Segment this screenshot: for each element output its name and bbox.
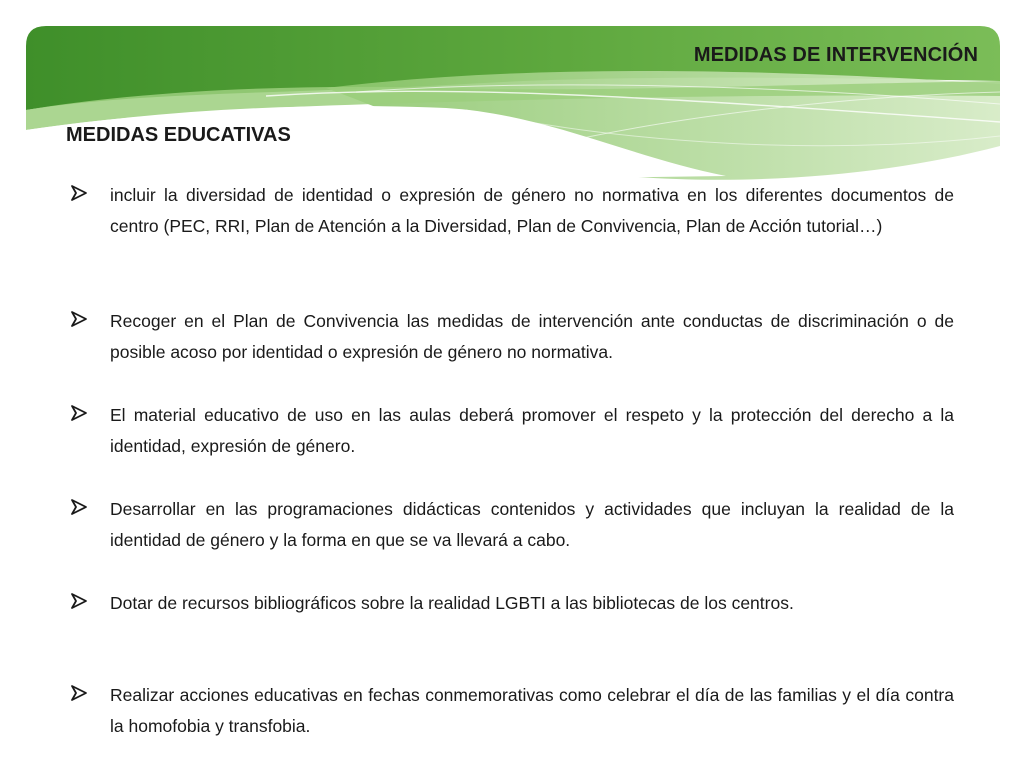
arrow-bullet-icon — [70, 400, 110, 422]
bullet-text: Dotar de recursos bibliográficos sobre la realidad LGBTI a las bibliotecas de los centros. — [110, 593, 794, 613]
list-item — [70, 494, 954, 556]
arrow-bullet-icon — [70, 306, 110, 328]
list-item — [70, 306, 954, 368]
slide-title: MEDIDAS DE INTERVENCIÓN — [693, 44, 978, 66]
bullet-text: Desarrollar en las programaciones didácticas contenidos y actividades que incluyan la realidad de la identidad de género y la forma en que se va llevará a cabo. — [110, 499, 954, 550]
list-item — [70, 588, 954, 619]
section-title: MEDIDAS EDUCATIVAS — [66, 124, 291, 146]
bullet-text: El material educativo de uso en las aulas deberá promover el respeto y la protección del derecho a la identidad, expresión de género. — [110, 405, 954, 456]
arrow-bullet-icon — [70, 494, 110, 516]
arrow-bullet-icon — [70, 588, 110, 610]
bullet-text: Realizar acciones educativas en fechas conmemorativas como celebrar el día de las familias y el día contra la homofobia y transfobia. — [110, 685, 954, 736]
bullet-text: incluir la diversidad de identidad o expresión de género no normativa en los diferentes documentos de centro (PEC, RRI, Plan de Atención a la Diversidad, Plan de Convivencia, Plan de Acción tutorial…) — [110, 185, 954, 236]
list-item — [70, 680, 954, 742]
arrow-bullet-icon — [70, 680, 110, 702]
list-item — [70, 400, 954, 462]
bullet-text: Recoger en el Plan de Convivencia las medidas de intervención ante conductas de discriminación o de posible acoso por identidad o expresión de género no normativa. — [110, 311, 954, 362]
list-item — [70, 180, 954, 242]
arrow-bullet-icon — [70, 180, 110, 202]
